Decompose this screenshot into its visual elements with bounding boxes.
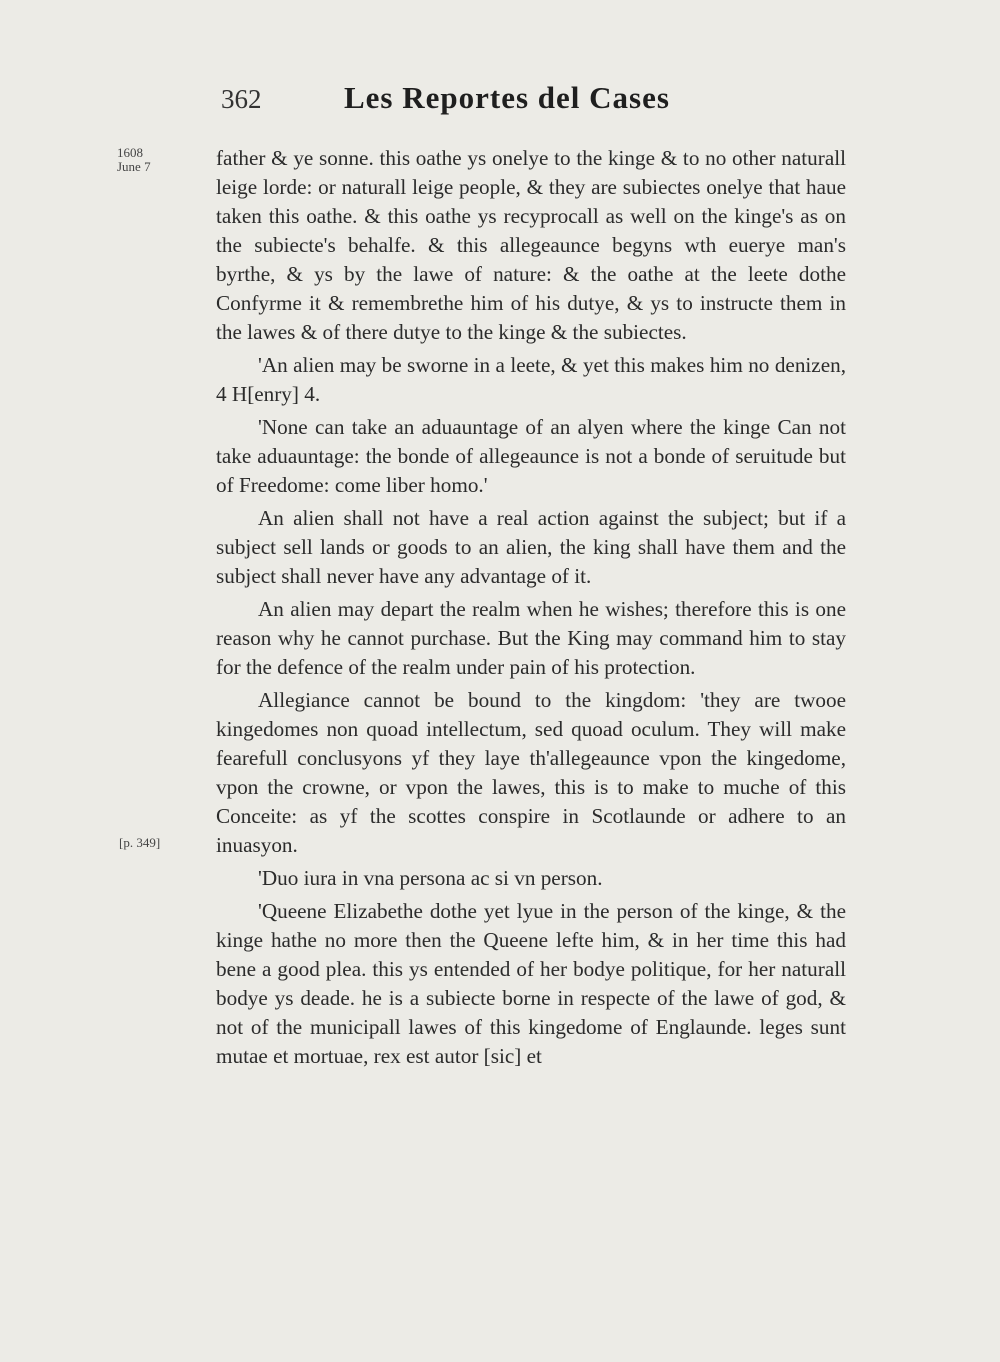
paragraph-1: father & ye sonne. this oathe ys onelye to the kinge & to no other naturall leige lorde: or naturall leige people, & they are subiectes onelye that haue taken this oathe. & this oathe ys recyprocall as well on the kinge's as on the subiecte's behalfe. & this allegeaunce begyns wth euerye man's byrthe, & ys by the lawe of nature: & the oathe at the leete dothe Confyrme it & remembrethe him of his dutye, & ys to instructe them in the lawes & of there dutye to the kinge & the subiectes. [216, 146, 846, 344]
paragraph-7: 'Duo iura in vna persona ac si vn person. [258, 866, 603, 890]
page-number: 362 [221, 84, 262, 114]
running-title: Les Reportes del Cases [344, 80, 670, 115]
paragraph-8: 'Queene Elizabethe dothe yet lyue in the person of the kinge, & the kinge hathe no more then the Queene lefte him, & in her time this had bene a good plea. this ys entended of her bodye politique, for her naturall bodye ys deade. he is a subiecte borne in respecte of the lawe of god, & not of the municipall lawes of this kingedome of Englaunde. leges sunt mutae et mortuae, rex est autor [sic] et [216, 899, 846, 1068]
margin-note-date: June 7 [117, 159, 151, 174]
margin-note-page-ref: [p. 349] [119, 835, 161, 850]
paragraph-5: An alien may depart the realm when he wishes; therefore this is one reason why he cannot purchase. But the King may command him to stay for the defence of the realm under pain of his protection. [216, 597, 846, 679]
paragraph-6: Allegiance cannot be bound to the kingdom: 'they are twooe kingedomes non quoad intellectum, sed quoad oculum. They will make fearefull conclusyons yf they laye th'allegeaunce vpon the kingedome, vpon the crowne, or vpon the lawes, this is to make to muche of this Conceite: as yf the scottes conspire in Scotlaunde or adhere to an inuasyon. [216, 688, 846, 857]
page-header [0, 80, 1000, 128]
body-text [216, 144, 846, 1071]
margin-note-year: 1608 [117, 145, 143, 160]
paragraph-2: 'An alien may be sworne in a leete, & yet this makes him no denizen, 4 H[enry] 4. [216, 353, 846, 406]
paragraph-4: An alien shall not have a real action against the subject; but if a subject sell lands or goods to an alien, the king shall have them and the subject shall never have any advantage of it. [216, 506, 846, 588]
paragraph-3: 'None can take an aduauntage of an alyen where the kinge Can not take aduauntage: the bonde of allegeaunce is not a bonde of seruitude but of Freedome: come liber homo.' [216, 415, 846, 497]
